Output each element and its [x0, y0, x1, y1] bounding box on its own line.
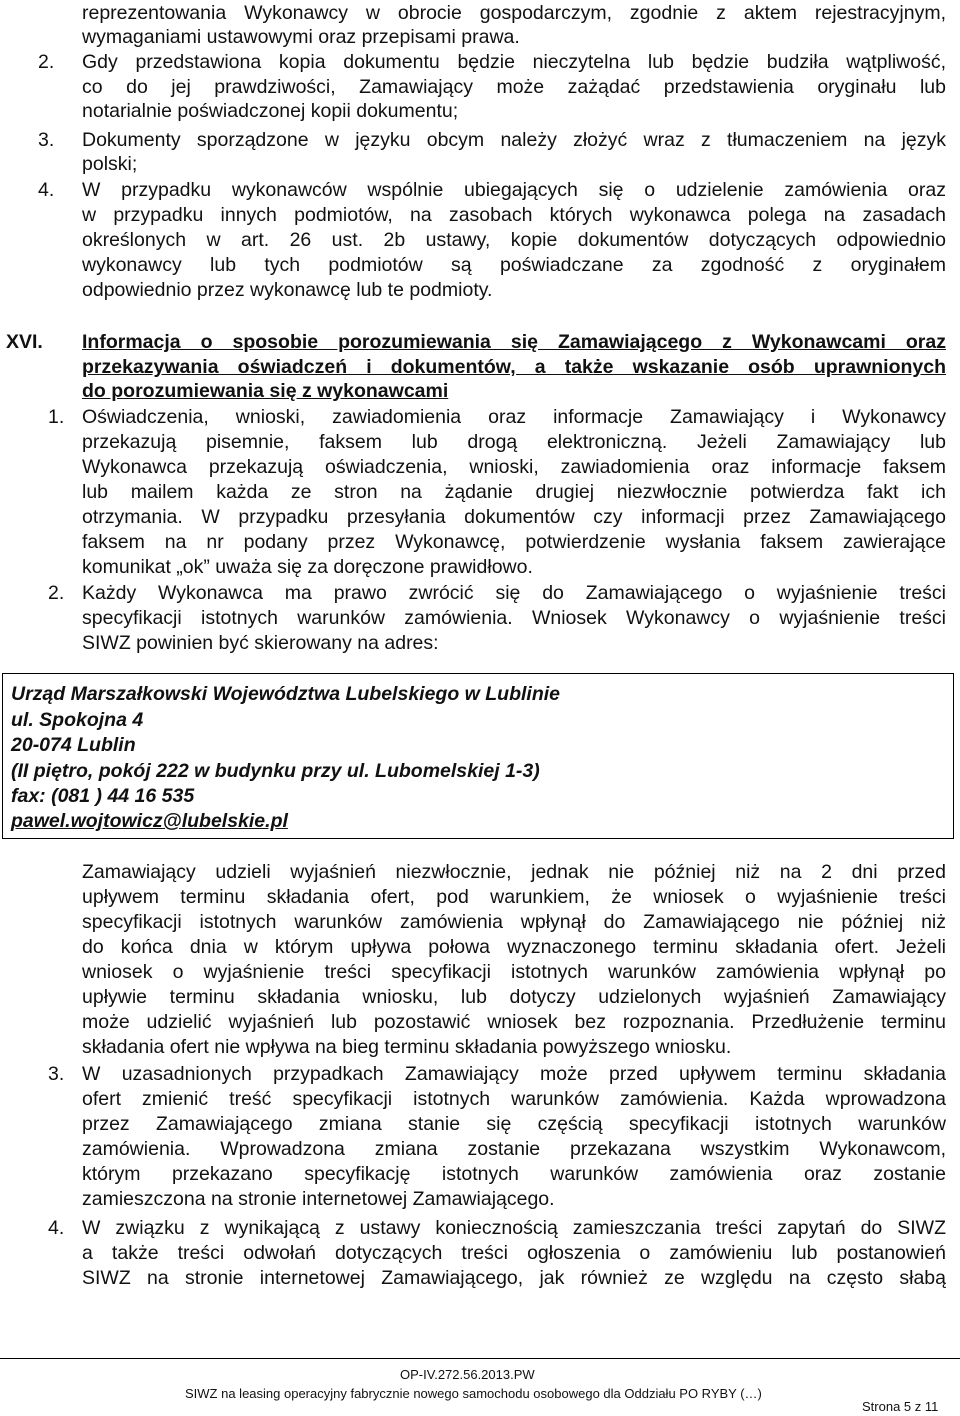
- text-line: Gdy przedstawiona kopia dokumentu będzie nieczytelna lub będzie budziła wątpliwość,: [82, 51, 946, 73]
- text-line: wymaganiami ustawowymi oraz przepisami prawa.: [82, 26, 520, 48]
- text-line: Dokumenty sporządzone w języku obcym należy złożyć wraz z tłumaczeniem na język: [82, 129, 946, 151]
- address-line: (II piętro, pokój 222 w budynku przy ul. Lubomelskiej 1-3): [11, 760, 540, 782]
- section-number: XVI.: [6, 331, 43, 353]
- text-line: Zamawiający udzieli wyjaśnień niezwłocznie, jednak nie później niż na 2 dni przed: [82, 861, 946, 883]
- text-line: notarialnie poświadczonej kopii dokumentu;: [82, 100, 459, 122]
- text-line: wykonawcy lub tych podmiotów są poświadczane za zgodność z oryginałem: [82, 254, 946, 276]
- text-line: SIWZ powinien być skierowany na adres:: [82, 632, 439, 654]
- email-link[interactable]: pawel.wojtowicz@lubelskie.pl: [11, 810, 288, 832]
- list-number: 4.: [48, 1217, 65, 1239]
- text-line: reprezentowania Wykonawcy w obrocie gospodarczym, zgodnie z aktem rejestracyjnym,: [82, 2, 946, 24]
- list-number: 2.: [38, 51, 55, 73]
- list-number: 3.: [48, 1063, 65, 1085]
- text-line: którym przekazano specyfikację istotnych warunków zamówienia oraz zostanie: [82, 1163, 946, 1185]
- footer-divider: [0, 1358, 960, 1359]
- list-number: 2.: [48, 582, 65, 604]
- text-line: Wykonawca przekazują oświadczenia, wnioski, zawiadomienia oraz informacje faksem: [82, 456, 946, 478]
- address-line: fax: (081 ) 44 16 535: [11, 785, 195, 807]
- text-line: może udzielić wyjaśnień lub pozostawić wniosek bez rozpoznania. Przedłużenie terminu: [82, 1011, 946, 1033]
- text-line: przez Zamawiającego zmiana stanie się częścią specyfikacji istotnych warunków: [82, 1113, 946, 1135]
- text-line: zamieszczona na stronie internetowej Zamawiającego.: [82, 1188, 555, 1210]
- address-line: Urząd Marszałkowski Województwa Lubelskiego w Lublinie: [11, 683, 560, 705]
- text-line: ofert zmienić treść specyfikacji istotnych warunków zamówienia. Każda wprowadzona: [82, 1088, 946, 1110]
- text-line: upływem terminu składania ofert, pod warunkiem, że wniosek o wyjaśnienie treści: [82, 886, 946, 908]
- text-line: upływie terminu składania wniosku, lub dotyczy udzielonych wyjaśnień Zamawiający: [82, 986, 946, 1008]
- text-line: W związku z wynikającą z ustawy koniecznością zamieszczania treści zapytań do SIWZ: [82, 1217, 946, 1239]
- text-line: zamówienia. Wprowadzona zmiana zostanie przekazana wszystkim Wykonawcom,: [82, 1138, 946, 1160]
- text-line: W przypadku wykonawców wspólnie ubiegających się o udzielenie zamówienia oraz: [82, 179, 946, 201]
- text-line: a także treści odwołań dotyczących treści ogłoszenia o zamówieniu lub postanowień: [82, 1242, 946, 1264]
- text-line: W uzasadnionych przypadkach Zamawiający może przed upływem terminu składania: [82, 1063, 946, 1085]
- text-line: otrzymania. W przypadku przesyłania dokumentów czy informacji przez Zamawiającego: [82, 506, 946, 528]
- footer-reference: OP-IV.272.56.2013.PW: [400, 1367, 535, 1382]
- text-line: faksem na nr podany przez Wykonawcę, potwierdzenie wysłania faksem zawierające: [82, 531, 946, 553]
- text-line: co do jej prawdziwości, Zamawiający może zażądać przedstawienia oryginału lub: [82, 76, 946, 98]
- section-heading: do porozumiewania się z wykonawcami: [82, 380, 449, 402]
- section-heading: Informacja o sposobie porozumiewania się Zamawiającego z Wykonawcami oraz: [82, 331, 946, 353]
- list-number: 4.: [38, 179, 55, 201]
- text-line: w przypadku innych podmiotów, na zasobach których wykonawca polega na zasadach: [82, 204, 946, 226]
- list-number: 1.: [48, 406, 65, 428]
- text-line: do końca dnia w którym upływa połowa wyznaczonego terminu składania ofert. Jeżeli: [82, 936, 946, 958]
- text-line: odpowiednio przez wykonawcę lub te podmioty.: [82, 279, 493, 301]
- text-line: Oświadczenia, wnioski, zawiadomienia oraz informacje Zamawiający i Wykonawcy: [82, 406, 946, 428]
- text-line: specyfikacji istotnych warunków zamówienia. Wniosek Wykonawcy o wyjaśnienie treści: [82, 607, 946, 629]
- text-line: przekazują pisemnie, faksem lub drogą elektroniczną. Jeżeli Zamawiający lub: [82, 431, 946, 453]
- footer-title: SIWZ na leasing operacyjny fabrycznie nowego samochodu osobowego dla Oddziału PO RYBY (…): [185, 1386, 762, 1401]
- text-line: Każdy Wykonawca ma prawo zwrócić się do Zamawiającego o wyjaśnienie treści: [82, 582, 946, 604]
- address-line: ul. Spokojna 4: [11, 709, 144, 731]
- text-line: lub mailem każda ze stron na żądanie drugiej niezwłocznie potwierdza fakt ich: [82, 481, 946, 503]
- address-line: 20-074 Lublin: [11, 734, 136, 756]
- text-line: wniosek o wyjaśnienie treści specyfikacji istotnych warunków zamówienia wpłynął po: [82, 961, 946, 983]
- text-line: polski;: [82, 153, 138, 175]
- page-number: Strona 5 z 11: [862, 1399, 939, 1414]
- text-line: specyfikacji istotnych warunków zamówienia wpłynął do Zamawiającego nie później niż: [82, 911, 946, 933]
- address-box: [2, 673, 954, 839]
- text-line: komunikat „ok” uważa się za doręczone prawidłowo.: [82, 556, 533, 578]
- text-line: składania ofert nie wpływa na bieg terminu składania powyższego wniosku.: [82, 1036, 732, 1058]
- list-number: 3.: [38, 129, 55, 151]
- text-line: SIWZ na stronie internetowej Zamawiającego, jak również ze względu na często słabą: [82, 1267, 946, 1289]
- section-heading: przekazywania oświadczeń i dokumentów, a także wskazanie osób uprawnionych: [82, 356, 946, 378]
- text-line: określonych w art. 26 ust. 2b ustawy, kopie dokumentów dotyczących odpowiednio: [82, 229, 946, 251]
